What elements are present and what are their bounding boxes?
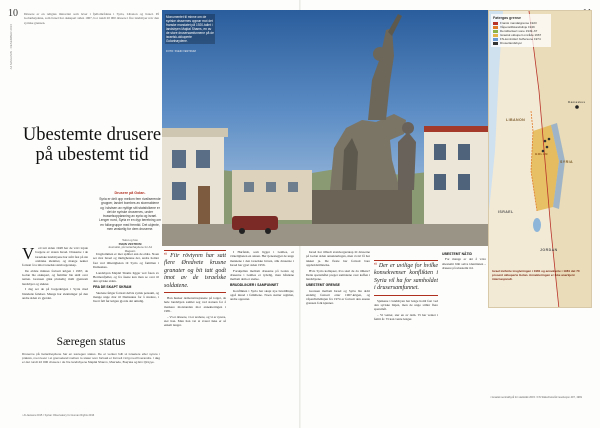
paragraph: ed tatt siden 1948 har de vært lojale borgere av staten Israel. Druserne i de israelske landsbyene har stått fast på sin arabiske identitet, og mange nekter fortsatt å ta imot israelsk statsborgerskap. <box>22 246 88 267</box>
paragraph: For mange er det å være ubestemt blitt selve identiteten – drusere på ubestemt tid. <box>442 257 486 270</box>
paragraph: I dag ser de på borgerkrigen i Syria med blandede følelser. Mange har slektninger på den andre siden av gjerdet. <box>22 287 88 300</box>
pullquote-1-text: Fiir rövtyren har satt flere Øredvete krusne granater og bit tatt godt imot av de israelske soldatene. <box>164 253 226 289</box>
byline-name: SVEIN VESTRUM <box>118 241 142 246</box>
section-heading: Særegen status <box>56 336 126 348</box>
legend-label: Druserlandsbyer <box>500 41 523 45</box>
running-head-left: A4 MAGASIN · DESEMBER 2016 <box>9 24 13 70</box>
map-illustration <box>489 11 592 308</box>
paragraph: Han husker demonstrasjonene på torget, da hele landsbyen samlet seg ved statuen for å markere motstanden mot annekteringen i 1981. <box>164 296 226 313</box>
column-subheading: FRA DE SKAPT SKRAM <box>93 285 132 290</box>
legend-label: Israelsk okkupert område 1967 <box>500 33 542 37</box>
column-subheading: UBESTEMT GRENSE <box>306 283 340 288</box>
legend-swatch <box>493 26 498 29</box>
pullquote-2 <box>374 260 438 296</box>
map-label-golan: GOLAN <box>535 152 548 156</box>
paragraph: Grensen mellom Israel og Syria ble aldri endelig fastsatt etter 1967-krigen, og våpenhvilelinjen fra 1974 er fortsatt den eneste grensen folk kjenner. <box>306 288 370 306</box>
paragraph: Konflikten i Syria har skapt nye bruddlinjer, også innad i familiene. Noen støtter regimet, andre opprøret. <box>230 288 294 301</box>
section-text: Druserne på Golanhøydene har en særegen status. De er verken fullt ut israelere eller syrere i praksis, men lever i et grenseland mellom to stater som fortsatt er formelt i krig med hverandre. I dag er det rundt 22 000 drusere i de fire landsbyene Majdal Shams, Mas'ade, Buq'ata og Ein Qiniyye. <box>22 352 160 365</box>
paragraph: – Vi venter, sier en av dem. Vi har ventet i femti år. Vi kan vente lenger. <box>374 312 438 322</box>
legend-swatch <box>493 22 498 25</box>
column-subheading: BRUDDLINJER I SAMFUNNET <box>230 283 279 288</box>
page-number-left: 10 <box>8 8 18 19</box>
legend-swatch <box>493 30 498 33</box>
article-lede: Syria er delt opp mellom fem rivaliserende grupper, landet bombes av stormaktene og i skvisen av nyttige sitt statsfolkene er det de syriske drusernes, under trusselsoppløsning av syria og israel. Lenger nord, Syria er en dyp beretning om en folkegruppe med fremtid. Det ukjente, men ønskelig for dem druserne. <box>99 197 161 232</box>
footnote-left: ¹ Al-Jazeera 2015 ² Syrian Observatory for Human Rights 2016 <box>22 414 95 417</box>
body-column-5 <box>306 250 370 412</box>
article-subhead: Drusere på Golan. <box>114 191 146 195</box>
column-subheading: UBESTEMT NÅTID <box>442 252 472 256</box>
article-headline: Ubestemte drusere på ubestemt tid <box>22 125 162 165</box>
paragraph: Landsbyen Majdal Shams ligger ved foten av Hermonfjellet, og fra åsene kan man se over til den syriske siden. <box>93 270 159 283</box>
paragraph: Sjeikene i landsbyen har lenge holdt fast ved den syriske linjen, men de unge stiller flere spørsmål. <box>374 298 438 312</box>
map-label-libanon: LIBANON <box>506 118 526 122</box>
legend-label: Fransk mandatgrense 1923 <box>500 21 537 25</box>
photo-caption: Monumentet til minne om de syriske drusernes opprør mot det franske mandatet på 1920-tallet i landsbyen Majdal Shams, en av de store drusersamfunnene på de israelsk-okkuperte Golanhøydene. <box>166 15 214 43</box>
paragraph: Forskjellen mellom druserne på Golan og druserne i Galilea er tydelig, men båndene mellom dem er sterke. <box>230 268 294 281</box>
body-column-4 <box>230 250 294 412</box>
body-column-3 <box>164 250 226 412</box>
map-label-syria: SYRIA <box>560 160 573 164</box>
paragraph: Hvis Syria kollapser, hva skal de da tilhøre? Dette spørsmålet preger samtalene over kaffen i landsbyene. <box>306 268 370 281</box>
paragraph: De eldste minnes fortsatt krigen i 1967, da Golan ble okkupert, og familier ble skilt over natten. Grensen gikk plutselig midt gjennom landsbyer og slekter. <box>22 268 88 286</box>
byline-label: Tekst og foto <box>122 238 138 242</box>
map-legend <box>491 14 551 47</box>
legend-label: Demilitarisert sone 1949–67 <box>500 29 538 33</box>
map-label-israel: ISRAEL <box>498 210 514 214</box>
byline-role: Journalist, på Golanhøydene for A4 Magasin <box>108 245 152 253</box>
body-column-6 <box>374 250 438 412</box>
legend-label: FN-kontrollert buffersone 1974 <box>500 37 541 41</box>
quote-mark-icon: “ <box>374 263 377 269</box>
pullquote-1 <box>164 250 226 293</box>
map-label-damaskus: Damaskus <box>568 100 586 104</box>
map-note: Israel innførte lovgivningen i 1981 og annekterte i 1981 det 70 prosent okkuperte Golan. Annekteringen er ikke anerkjent internasjonalt. <box>492 269 580 281</box>
body-column-2 <box>93 252 159 334</box>
intro-text <box>24 12 159 25</box>
paragraph: Skolene følger fortsatt delvis syrisk pensum, og mange unge drar til Damaskus for å studere, i hvert fall før krigen gjorde det umulig. <box>93 290 159 303</box>
legend-swatch <box>493 38 498 41</box>
paragraph: Ungdommen er mer splittet enn de eldre. Noen ser mot Israel og mulighetene der, andre holder fast ved tilhørigheten til Syria og familien i Damaskus. <box>93 252 159 269</box>
legend-title: Føtergas grense <box>493 16 521 20</box>
footnote-right: ¹ Israelsk sentralbyrå for statistikk 2015 ² FN Sikkerhetsråd resolusjon 497, 1981 <box>490 396 583 399</box>
region-map <box>488 10 592 308</box>
legend-label: Våpenstillstandslinje 1949 <box>500 25 535 29</box>
intro-paragraph: Drusere er en religiøs minoritet som lever i fjellområdene i Syria, Libanon og Israel. På Golanhøydene, som Israel har okkupert siden 1967, bor rundt 20 000 drusere i fire landsbyer nær den syriske grensen. <box>24 12 159 25</box>
paragraph: – Vi er drusere, vi er arabere, og vi er syrere, sier han. Men han vet at svaret ikke er så enkelt lenger. <box>164 314 226 328</box>
paragraph: I Hurfeish, som ligger i Galilea, er virkeligheten en annen. Her tjenestegjør de unge mennene i den israelske hæren, slik druserne i Israel har gjort siden 1956. <box>230 250 294 267</box>
body-column-1 <box>22 246 88 334</box>
body-column-7 <box>442 250 486 412</box>
photo-credit: FOTO: SVEIN VESTRUM <box>166 50 196 53</box>
paragraph: Israel har tilbudt statsborgerskap til druserne på Golan siden annekteringen, men svært få har takket ja. De fleste har fortsatt bare oppholdstillatelse. <box>306 250 370 267</box>
drop-cap: V <box>22 246 35 263</box>
pullquote-2-text: Der er uvilige for hvilke konsekvenser konflikten i Syria vil ha for samholdet i drusersamfunnet. <box>374 263 438 292</box>
legend-swatch <box>493 42 498 45</box>
map-label-jordan: JORDAN <box>540 248 558 252</box>
legend-item <box>493 41 549 45</box>
legend-swatch <box>493 34 498 37</box>
quote-mark-icon: “ <box>164 253 167 259</box>
